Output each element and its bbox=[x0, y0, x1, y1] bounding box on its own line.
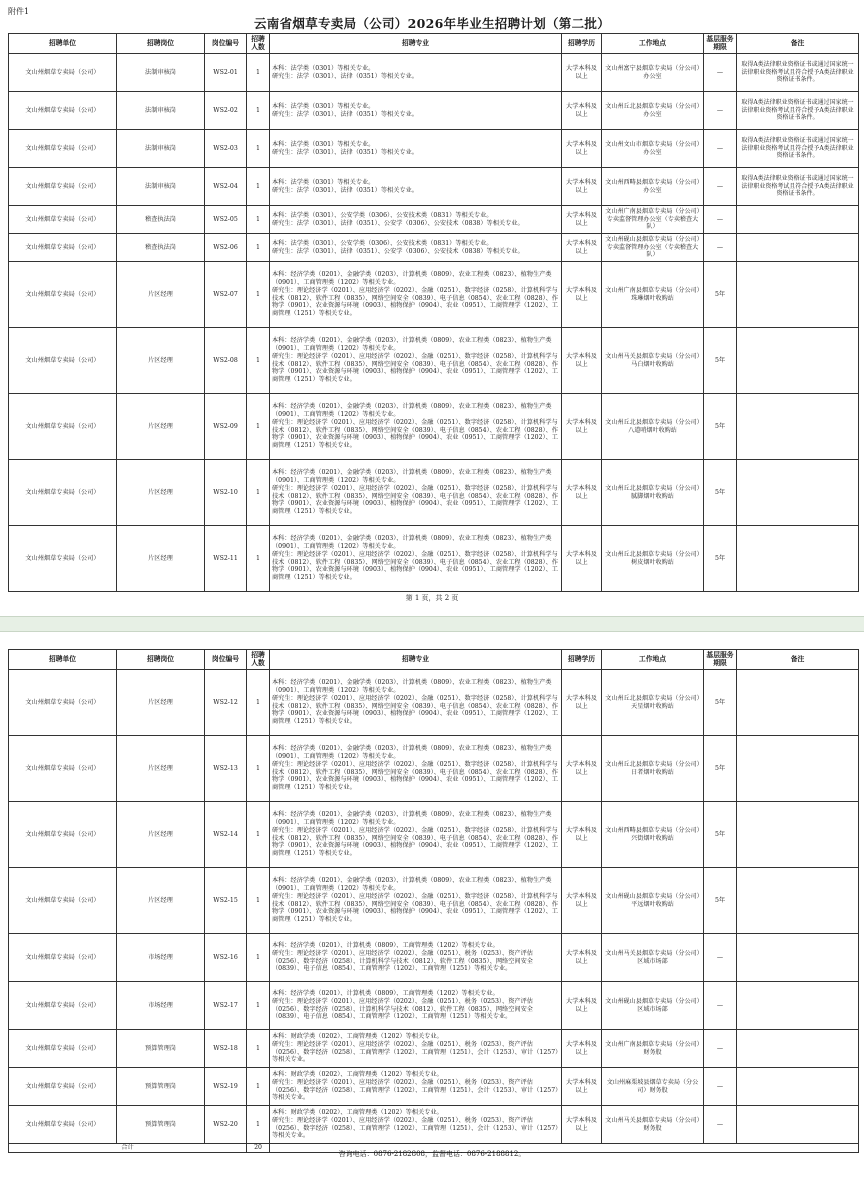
header-location: 工作地点 bbox=[602, 650, 704, 670]
table-row bbox=[9, 460, 859, 526]
cell-major: 本科：法学类（0301）、公安学类（0306）、公安技术类（0831）等相关专业。 研究生：法学（0301）、法律（0351）、公安学（0306）、公安技术（0838）等相关专业。 bbox=[270, 206, 562, 234]
cell-code: WS2-11 bbox=[205, 526, 247, 592]
table-row bbox=[9, 1106, 859, 1144]
cell-position: 片区经理 bbox=[117, 460, 205, 526]
table-row bbox=[9, 130, 859, 168]
cell-education: 大学本科及以上 bbox=[562, 1030, 602, 1068]
cell-count: 1 bbox=[247, 934, 270, 982]
header-major: 招聘专业 bbox=[270, 650, 562, 670]
table-body-page-2 bbox=[9, 670, 859, 1144]
cell-remark bbox=[737, 1030, 859, 1068]
cell-service: — bbox=[704, 130, 737, 168]
table-row bbox=[9, 1068, 859, 1106]
table-row bbox=[9, 868, 859, 934]
cell-count: 1 bbox=[247, 206, 270, 234]
cell-education: 大学本科及以上 bbox=[562, 802, 602, 868]
cell-location: 文山州丘北县烟草专卖局（分公司）树皮烟叶收购站 bbox=[602, 526, 704, 592]
header-count: 招聘人数 bbox=[247, 650, 270, 670]
header-position: 招聘岗位 bbox=[117, 650, 205, 670]
table-row bbox=[9, 92, 859, 130]
table-row bbox=[9, 206, 859, 234]
cell-education: 大学本科及以上 bbox=[562, 92, 602, 130]
cell-position: 预算管理岗 bbox=[117, 1068, 205, 1106]
cell-unit: 文山州烟草专卖局（公司） bbox=[9, 168, 117, 206]
recruitment-table-page-1 bbox=[8, 33, 859, 592]
cell-position: 片区经理 bbox=[117, 670, 205, 736]
header-code: 岗位编号 bbox=[205, 650, 247, 670]
cell-location: 文山州丘北县烟草专卖局（分公司）日者烟叶收购站 bbox=[602, 736, 704, 802]
header-education: 招聘学历 bbox=[562, 650, 602, 670]
cell-position: 市场经理 bbox=[117, 934, 205, 982]
header-code: 岗位编号 bbox=[205, 34, 247, 54]
cell-major: 本科：经济学类（0201）、计算机类（0809）、工商管理类（1202）等相关专业。 研究生：理论经济学（0201）、应用经济学（0202）、金融（0251）、税务（0253）、资产评估（0256）、数字经济（0258）、计算机科学与技术（0812）、软件工程（0835）、网络空间安全（0839）、电子信息（0854）、工商管理学（1202）、工商管理（1251）等相关专业。 bbox=[270, 934, 562, 982]
cell-count: 1 bbox=[247, 1030, 270, 1068]
cell-major: 本科：法学类（0301）等相关专业。 研究生：法学（0301）、法律（0351）等相关专业。 bbox=[270, 130, 562, 168]
cell-remark bbox=[737, 1068, 859, 1106]
table-row bbox=[9, 802, 859, 868]
cell-service: — bbox=[704, 206, 737, 234]
cell-unit: 文山州烟草专卖局（公司） bbox=[9, 328, 117, 394]
cell-code: WS2-15 bbox=[205, 868, 247, 934]
cell-education: 大学本科及以上 bbox=[562, 394, 602, 460]
header-unit: 招聘单位 bbox=[9, 34, 117, 54]
table-row bbox=[9, 394, 859, 460]
cell-service: — bbox=[704, 234, 737, 262]
cell-unit: 文山州烟草专卖局（公司） bbox=[9, 460, 117, 526]
cell-education: 大学本科及以上 bbox=[562, 736, 602, 802]
total-label: 合计 bbox=[9, 1144, 247, 1153]
cell-count: 1 bbox=[247, 130, 270, 168]
cell-position: 片区经理 bbox=[117, 736, 205, 802]
cell-code: WS2-02 bbox=[205, 92, 247, 130]
cell-position: 法制审核岗 bbox=[117, 130, 205, 168]
cell-unit: 文山州烟草专卖局（公司） bbox=[9, 802, 117, 868]
cell-code: WS2-10 bbox=[205, 460, 247, 526]
cell-location: 文山州砚山县烟草专卖局（分公司）区域市场部 bbox=[602, 982, 704, 1030]
cell-code: WS2-17 bbox=[205, 982, 247, 1030]
cell-education: 大学本科及以上 bbox=[562, 234, 602, 262]
document-title: 云南省烟草专卖局（公司）2026年毕业生招聘计划（第二批） bbox=[254, 16, 610, 31]
cell-code: WS2-01 bbox=[205, 54, 247, 92]
cell-location: 文山州广南县烟草专卖局（分公司）珠琳烟叶收购站 bbox=[602, 262, 704, 328]
cell-code: WS2-08 bbox=[205, 328, 247, 394]
cell-remark: 取得A类法律职业资格证书或通过国家统一法律职业资格考试且符合授予A类法律职业资格证书条件。 bbox=[737, 92, 859, 130]
cell-remark bbox=[737, 868, 859, 934]
cell-remark bbox=[737, 394, 859, 460]
cell-position: 片区经理 bbox=[117, 328, 205, 394]
cell-unit: 文山州烟草专卖局（公司） bbox=[9, 868, 117, 934]
cell-unit: 文山州烟草专卖局（公司） bbox=[9, 206, 117, 234]
cell-remark bbox=[737, 526, 859, 592]
cell-location: 文山州马关县烟草专卖局（分公司）区域市场部 bbox=[602, 934, 704, 982]
cell-location: 文山州丘北县烟草专卖局（分公司）八道哨烟叶收购站 bbox=[602, 394, 704, 460]
cell-count: 1 bbox=[247, 802, 270, 868]
page-separator bbox=[0, 616, 864, 632]
cell-position: 法制审核岗 bbox=[117, 168, 205, 206]
table-row bbox=[9, 54, 859, 92]
cell-remark bbox=[737, 234, 859, 262]
table-row bbox=[9, 262, 859, 328]
contact-phone-note: 咨询电话：0876-2182808，监督电话：0876-2188812。 bbox=[338, 1150, 526, 1158]
cell-service: 5年 bbox=[704, 526, 737, 592]
cell-code: WS2-18 bbox=[205, 1030, 247, 1068]
table-header-row bbox=[9, 34, 859, 54]
cell-count: 1 bbox=[247, 54, 270, 92]
page-number: 第 1 页，共 2 页 bbox=[405, 594, 459, 602]
cell-position: 片区经理 bbox=[117, 262, 205, 328]
cell-remark bbox=[737, 1106, 859, 1144]
cell-count: 1 bbox=[247, 328, 270, 394]
cell-remark: 取得A类法律职业资格证书或通过国家统一法律职业资格考试且符合授予A类法律职业资格证书条件。 bbox=[737, 168, 859, 206]
cell-location: 文山州马关县烟草专卖局（分公司）马白烟叶收购站 bbox=[602, 328, 704, 394]
table-row bbox=[9, 934, 859, 982]
cell-location: 文山州西畴县烟草专卖局（分公司）办公室 bbox=[602, 168, 704, 206]
table-row bbox=[9, 234, 859, 262]
attachment-label: 附件1 bbox=[8, 7, 30, 16]
cell-education: 大学本科及以上 bbox=[562, 130, 602, 168]
cell-position: 片区经理 bbox=[117, 526, 205, 592]
cell-service: — bbox=[704, 1068, 737, 1106]
cell-remark bbox=[737, 982, 859, 1030]
header-unit: 招聘单位 bbox=[9, 650, 117, 670]
table-row bbox=[9, 1030, 859, 1068]
cell-location: 文山州文山市烟草专卖局（分公司）办公室 bbox=[602, 130, 704, 168]
cell-code: WS2-06 bbox=[205, 234, 247, 262]
cell-code: WS2-03 bbox=[205, 130, 247, 168]
cell-service: 5年 bbox=[704, 460, 737, 526]
cell-code: WS2-14 bbox=[205, 802, 247, 868]
cell-education: 大学本科及以上 bbox=[562, 934, 602, 982]
cell-service: 5年 bbox=[704, 868, 737, 934]
cell-education: 大学本科及以上 bbox=[562, 206, 602, 234]
cell-service: — bbox=[704, 54, 737, 92]
cell-remark: 取得A类法律职业资格证书或通过国家统一法律职业资格考试且符合授予A类法律职业资格证书条件。 bbox=[737, 54, 859, 92]
cell-service: 5年 bbox=[704, 262, 737, 328]
cell-education: 大学本科及以上 bbox=[562, 1106, 602, 1144]
cell-unit: 文山州烟草专卖局（公司） bbox=[9, 54, 117, 92]
cell-remark bbox=[737, 736, 859, 802]
header-major: 招聘专业 bbox=[270, 34, 562, 54]
cell-position: 市场经理 bbox=[117, 982, 205, 1030]
cell-education: 大学本科及以上 bbox=[562, 328, 602, 394]
cell-unit: 文山州烟草专卖局（公司） bbox=[9, 1106, 117, 1144]
cell-major: 本科：经济学类（0201）、金融学类（0203）、计算机类（0809）、农业工程类（0823）、植物生产类（0901）、工商管理类（1202）等相关专业。 研究生：理论经济学（0201）、应用经济学（0202）、金融（0251）、数字经济（0258）、计算机科学与技术（0812）、软件工程（0835）、网络空间安全（0839）、电子信息（0854）、农业工程（0828）、作物学（0901）、农业资源与环境（0903）、植物保护（0904）、农业（0951）、工商管理学（1202）、工商管理（1251）等相关专业。 bbox=[270, 670, 562, 736]
header-remark: 备注 bbox=[737, 650, 859, 670]
cell-major: 本科：经济学类（0201）、金融学类（0203）、计算机类（0809）、农业工程类（0823）、植物生产类（0901）、工商管理类（1202）等相关专业。 研究生：理论经济学（0201）、应用经济学（0202）、金融（0251）、数字经济（0258）、计算机科学与技术（0812）、软件工程（0835）、网络空间安全（0839）、电子信息（0854）、农业工程（0828）、作物学（0901）、农业资源与环境（0903）、植物保护（0904）、农业（0951）、工商管理学（1202）、工商管理（1251）等相关专业。 bbox=[270, 802, 562, 868]
total-count: 20 bbox=[247, 1144, 270, 1153]
cell-count: 1 bbox=[247, 526, 270, 592]
cell-major: 本科：经济学类（0201）、金融学类（0203）、计算机类（0809）、农业工程类（0823）、植物生产类（0901）、工商管理类（1202）等相关专业。 研究生：理论经济学（0201）、应用经济学（0202）、金融（0251）、数字经济（0258）、计算机科学与技术（0812）、软件工程（0835）、网络空间安全（0839）、电子信息（0854）、农业工程（0828）、作物学（0901）、农业资源与环境（0903）、植物保护（0904）、农业（0951）、工商管理学（1202）、工商管理（1251）等相关专业。 bbox=[270, 736, 562, 802]
recruitment-table-page-2 bbox=[8, 649, 859, 1153]
table-row bbox=[9, 168, 859, 206]
cell-position: 片区经理 bbox=[117, 802, 205, 868]
cell-service: — bbox=[704, 1106, 737, 1144]
header-position: 招聘岗位 bbox=[117, 34, 205, 54]
cell-location: 文山州丘北县烟草专卖局（分公司）天星烟叶收购站 bbox=[602, 670, 704, 736]
cell-count: 1 bbox=[247, 460, 270, 526]
cell-unit: 文山州烟草专卖局（公司） bbox=[9, 736, 117, 802]
cell-location: 文山州丘北县烟草专卖局（分公司）腻脚烟叶收购站 bbox=[602, 460, 704, 526]
cell-service: — bbox=[704, 168, 737, 206]
cell-code: WS2-07 bbox=[205, 262, 247, 328]
table-row bbox=[9, 526, 859, 592]
cell-remark bbox=[737, 934, 859, 982]
cell-unit: 文山州烟草专卖局（公司） bbox=[9, 262, 117, 328]
table-row bbox=[9, 670, 859, 736]
cell-position: 法制审核岗 bbox=[117, 54, 205, 92]
cell-unit: 文山州烟草专卖局（公司） bbox=[9, 526, 117, 592]
cell-count: 1 bbox=[247, 92, 270, 130]
cell-education: 大学本科及以上 bbox=[562, 460, 602, 526]
cell-count: 1 bbox=[247, 982, 270, 1030]
header-count: 招聘人数 bbox=[247, 34, 270, 54]
cell-major: 本科：经济学类（0201）、金融学类（0203）、计算机类（0809）、农业工程类（0823）、植物生产类（0901）、工商管理类（1202）等相关专业。 研究生：理论经济学（0201）、应用经济学（0202）、金融（0251）、数字经济（0258）、计算机科学与技术（0812）、软件工程（0835）、网络空间安全（0839）、电子信息（0854）、农业工程（0828）、作物学（0901）、农业资源与环境（0903）、植物保护（0904）、农业（0951）、工商管理学（1202）、工商管理（1251）等相关专业。 bbox=[270, 868, 562, 934]
cell-remark bbox=[737, 460, 859, 526]
cell-location: 文山州富宁县烟草专卖局（分公司）办公室 bbox=[602, 54, 704, 92]
cell-remark bbox=[737, 670, 859, 736]
cell-location: 文山州广南县烟草专卖局（分公司）专卖监督管理办公室（专卖稽查大队） bbox=[602, 206, 704, 234]
cell-major: 本科：经济学类（0201）、金融学类（0203）、计算机类（0809）、农业工程类（0823）、植物生产类（0901）、工商管理类（1202）等相关专业。 研究生：理论经济学（0201）、应用经济学（0202）、金融（0251）、数字经济（0258）、计算机科学与技术（0812）、软件工程（0835）、网络空间安全（0839）、电子信息（0854）、农业工程（0828）、作物学（0901）、农业资源与环境（0903）、植物保护（0904）、农业（0951）、工商管理学（1202）、工商管理（1251）等相关专业。 bbox=[270, 328, 562, 394]
cell-major: 本科：财政学类（0202）、工商管理类（1202）等相关专业。 研究生：理论经济学（0201）、应用经济学（0202）、金融（0251）、税务（0253）、资产评估（0256）、数字经济（0258）、工商管理学（1202）、工商管理（1251）、会计（1253）、审计（1257）等相关专业。 bbox=[270, 1030, 562, 1068]
cell-position: 片区经理 bbox=[117, 394, 205, 460]
cell-major: 本科：经济学类（0201）、计算机类（0809）、工商管理类（1202）等相关专业。 研究生：理论经济学（0201）、应用经济学（0202）、金融（0251）、税务（0253）、资产评估（0256）、数字经济（0258）、计算机科学与技术（0812）、软件工程（0835）、网络空间安全（0839）、电子信息（0854）、工商管理学（1202）、工商管理（1251）等相关专业。 bbox=[270, 982, 562, 1030]
table-row bbox=[9, 982, 859, 1030]
cell-major: 本科：财政学类（0202）、工商管理类（1202）等相关专业。 研究生：理论经济学（0201）、应用经济学（0202）、金融（0251）、税务（0253）、资产评估（0256）、数字经济（0258）、工商管理学（1202）、工商管理（1251）、会计（1253）、审计（1257）等相关专业。 bbox=[270, 1106, 562, 1144]
cell-unit: 文山州烟草专卖局（公司） bbox=[9, 394, 117, 460]
header-education: 招聘学历 bbox=[562, 34, 602, 54]
cell-code: WS2-05 bbox=[205, 206, 247, 234]
cell-location: 文山州麻栗坡县烟草专卖局（分公司）财务股 bbox=[602, 1068, 704, 1106]
cell-location: 文山州砚山县烟草专卖局（分公司）专卖监督管理办公室（专卖稽查大队） bbox=[602, 234, 704, 262]
header-location: 工作地点 bbox=[602, 34, 704, 54]
cell-code: WS2-12 bbox=[205, 670, 247, 736]
cell-location: 文山州马关县烟草专卖局（分公司）财务股 bbox=[602, 1106, 704, 1144]
cell-position: 预算管理岗 bbox=[117, 1030, 205, 1068]
cell-remark bbox=[737, 802, 859, 868]
cell-unit: 文山州烟草专卖局（公司） bbox=[9, 130, 117, 168]
cell-major: 本科：法学类（0301）等相关专业。 研究生：法学（0301）、法律（0351）等相关专业。 bbox=[270, 168, 562, 206]
cell-major: 本科：财政学类（0202）、工商管理类（1202）等相关专业。 研究生：理论经济学（0201）、应用经济学（0202）、金融（0251）、税务（0253）、资产评估（0256）、数字经济（0258）、工商管理学（1202）、工商管理（1251）、会计（1253）、审计（1257）等相关专业。 bbox=[270, 1068, 562, 1106]
header-service: 基层服务期限 bbox=[704, 34, 737, 54]
cell-position: 法制审核岗 bbox=[117, 92, 205, 130]
cell-service: — bbox=[704, 934, 737, 982]
header-service: 基层服务期限 bbox=[704, 650, 737, 670]
cell-unit: 文山州烟草专卖局（公司） bbox=[9, 982, 117, 1030]
cell-service: 5年 bbox=[704, 328, 737, 394]
cell-major: 本科：经济学类（0201）、金融学类（0203）、计算机类（0809）、农业工程类（0823）、植物生产类（0901）、工商管理类（1202）等相关专业。 研究生：理论经济学（0201）、应用经济学（0202）、金融（0251）、数字经济（0258）、计算机科学与技术（0812）、软件工程（0835）、网络空间安全（0839）、电子信息（0854）、农业工程（0828）、作物学（0901）、农业资源与环境（0903）、植物保护（0904）、农业（0951）、工商管理学（1202）、工商管理（1251）等相关专业。 bbox=[270, 394, 562, 460]
cell-code: WS2-19 bbox=[205, 1068, 247, 1106]
cell-education: 大学本科及以上 bbox=[562, 262, 602, 328]
cell-unit: 文山州烟草专卖局（公司） bbox=[9, 92, 117, 130]
cell-code: WS2-13 bbox=[205, 736, 247, 802]
cell-remark bbox=[737, 206, 859, 234]
cell-location: 文山州丘北县烟草专卖局（分公司）办公室 bbox=[602, 92, 704, 130]
cell-count: 1 bbox=[247, 168, 270, 206]
cell-location: 文山州广南县烟草专卖局（分公司）财务股 bbox=[602, 1030, 704, 1068]
cell-count: 1 bbox=[247, 670, 270, 736]
cell-code: WS2-09 bbox=[205, 394, 247, 460]
cell-education: 大学本科及以上 bbox=[562, 1068, 602, 1106]
cell-major: 本科：法学类（0301）等相关专业。 研究生：法学（0301）、法律（0351）等相关专业。 bbox=[270, 92, 562, 130]
cell-major: 本科：法学类（0301）、公安学类（0306）、公安技术类（0831）等相关专业。 研究生：法学（0301）、法律（0351）、公安学（0306）、公安技术（0838）等相关专业。 bbox=[270, 234, 562, 262]
cell-service: 5年 bbox=[704, 802, 737, 868]
cell-major: 本科：经济学类（0201）、金融学类（0203）、计算机类（0809）、农业工程类（0823）、植物生产类（0901）、工商管理类（1202）等相关专业。 研究生：理论经济学（0201）、应用经济学（0202）、金融（0251）、数字经济（0258）、计算机科学与技术（0812）、软件工程（0835）、网络空间安全（0839）、电子信息（0854）、农业工程（0828）、作物学（0901）、农业资源与环境（0903）、植物保护（0904）、农业（0951）、工商管理学（1202）、工商管理（1251）等相关专业。 bbox=[270, 526, 562, 592]
table-header-row bbox=[9, 650, 859, 670]
cell-unit: 文山州烟草专卖局（公司） bbox=[9, 670, 117, 736]
cell-service: — bbox=[704, 982, 737, 1030]
cell-service: 5年 bbox=[704, 736, 737, 802]
cell-remark bbox=[737, 328, 859, 394]
cell-position: 稽查执法岗 bbox=[117, 206, 205, 234]
cell-count: 1 bbox=[247, 736, 270, 802]
cell-major: 本科：经济学类（0201）、金融学类（0203）、计算机类（0809）、农业工程类（0823）、植物生产类（0901）、工商管理类（1202）等相关专业。 研究生：理论经济学（0201）、应用经济学（0202）、金融（0251）、数字经济（0258）、计算机科学与技术（0812）、软件工程（0835）、网络空间安全（0839）、电子信息（0854）、农业工程（0828）、作物学（0901）、农业资源与环境（0903）、植物保护（0904）、农业（0951）、工商管理学（1202）、工商管理（1251）等相关专业。 bbox=[270, 460, 562, 526]
cell-service: 5年 bbox=[704, 394, 737, 460]
cell-education: 大学本科及以上 bbox=[562, 670, 602, 736]
cell-count: 1 bbox=[247, 394, 270, 460]
cell-code: WS2-20 bbox=[205, 1106, 247, 1144]
cell-location: 文山州西畴县烟草专卖局（分公司）兴街烟叶收购站 bbox=[602, 802, 704, 868]
cell-education: 大学本科及以上 bbox=[562, 54, 602, 92]
cell-service: — bbox=[704, 92, 737, 130]
cell-service: — bbox=[704, 1030, 737, 1068]
cell-remark bbox=[737, 262, 859, 328]
cell-count: 1 bbox=[247, 1106, 270, 1144]
cell-location: 文山州砚山县烟草专卖局（分公司）平远烟叶收购站 bbox=[602, 868, 704, 934]
cell-major: 本科：经济学类（0201）、金融学类（0203）、计算机类（0809）、农业工程类（0823）、植物生产类（0901）、工商管理类（1202）等相关专业。 研究生：理论经济学（0201）、应用经济学（0202）、金融（0251）、数字经济（0258）、计算机科学与技术（0812）、软件工程（0835）、网络空间安全（0839）、电子信息（0854）、农业工程（0828）、作物学（0901）、农业资源与环境（0903）、植物保护（0904）、农业（0951）、工商管理学（1202）、工商管理（1251）等相关专业。 bbox=[270, 262, 562, 328]
cell-position: 片区经理 bbox=[117, 868, 205, 934]
cell-service: 5年 bbox=[704, 670, 737, 736]
cell-position: 稽查执法岗 bbox=[117, 234, 205, 262]
cell-education: 大学本科及以上 bbox=[562, 526, 602, 592]
cell-count: 1 bbox=[247, 262, 270, 328]
cell-position: 预算管理岗 bbox=[117, 1106, 205, 1144]
cell-unit: 文山州烟草专卖局（公司） bbox=[9, 934, 117, 982]
cell-count: 1 bbox=[247, 234, 270, 262]
cell-count: 1 bbox=[247, 868, 270, 934]
cell-education: 大学本科及以上 bbox=[562, 982, 602, 1030]
cell-count: 1 bbox=[247, 1068, 270, 1106]
cell-unit: 文山州烟草专卖局（公司） bbox=[9, 234, 117, 262]
cell-code: WS2-16 bbox=[205, 934, 247, 982]
cell-major: 本科：法学类（0301）等相关专业。 研究生：法学（0301）、法律（0351）等相关专业。 bbox=[270, 54, 562, 92]
table-row bbox=[9, 736, 859, 802]
table-row bbox=[9, 328, 859, 394]
cell-education: 大学本科及以上 bbox=[562, 868, 602, 934]
cell-remark: 取得A类法律职业资格证书或通过国家统一法律职业资格考试且符合授予A类法律职业资格证书条件。 bbox=[737, 130, 859, 168]
header-remark: 备注 bbox=[737, 34, 859, 54]
cell-unit: 文山州烟草专卖局（公司） bbox=[9, 1068, 117, 1106]
cell-code: WS2-04 bbox=[205, 168, 247, 206]
cell-education: 大学本科及以上 bbox=[562, 168, 602, 206]
cell-unit: 文山州烟草专卖局（公司） bbox=[9, 1030, 117, 1068]
table-body-page-1 bbox=[9, 54, 859, 592]
